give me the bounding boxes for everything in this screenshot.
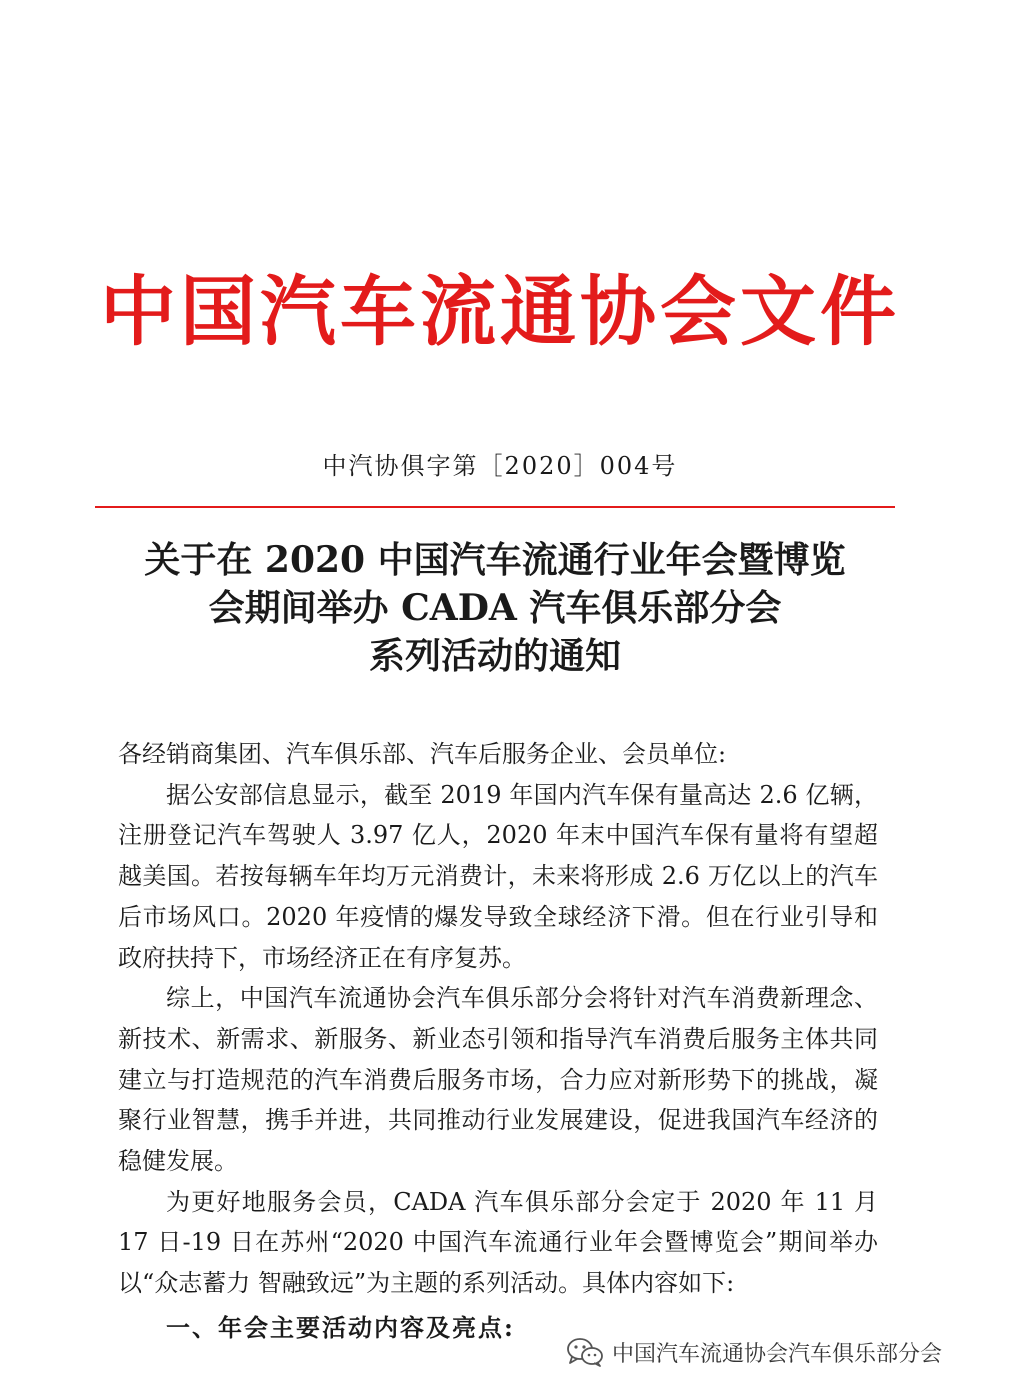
paragraph-vehicle-statistics: 据公安部信息显示，截至 2019 年国内汽车保有量高达 2.6 亿辆，注册登记汽车驾驶人 3.97 亿人，2020 年末中国汽车保有量将有望超越美国。若按每辆车年均万元消费计，未来将形成 2.6 万亿以上的汽车后市场风口。2020 年疫情的爆发导致全球经济下滑。但在行业引导和政府扶持下，市场经济正在有序复苏。	[118, 780, 878, 972]
wechat-icon	[566, 1336, 604, 1368]
notice-body	[118, 734, 878, 1349]
document-number: 中汽协俱字第［2020］004号	[322, 452, 678, 480]
paragraph-club-branch-mission: 综上，中国汽车流通协会汽车俱乐部分会将针对汽车消费新理念、新技术、新需求、新服务、新业态引领和指导汽车消费后服务主体共同建立与打造规范的汽车消费后服务市场，合力应对新形势下的挑战，凝聚行业智慧，携手并进，共同推动行业发展建设，促进我国汽车经济的稳健发展。	[118, 984, 878, 1176]
paragraph-event-arrangement: 为更好地服务会员，CADA 汽车俱乐部分会定于 2020 年 11 月 17 日-19 日在苏州“2020 中国汽车流通行业年会暨博览会”期间举办以“众志蓄力 智融致远”为主题的系列活动。具体内容如下:	[118, 1187, 878, 1298]
document-header-title: 中国汽车流通协会文件	[100, 267, 900, 356]
notice-title-line-2: 会期间举办 CADA 汽车俱乐部分会	[208, 587, 782, 629]
salutation: 各经销商集团、汽车俱乐部、汽车后服务企业、会员单位:	[118, 740, 727, 768]
wechat-account-watermark	[566, 1328, 942, 1376]
notice-title-line-1: 关于在 2020 中国汽车流通行业年会暨博览	[144, 539, 846, 581]
notice-title-line-3: 系列活动的通知	[368, 635, 621, 677]
wechat-account-name: 中国汽车流通协会汽车俱乐部分会	[612, 1341, 943, 1367]
red-divider-line	[95, 506, 895, 508]
section-heading-main-activities: 一、年会主要活动内容及亮点:	[166, 1312, 515, 1342]
notice-title	[60, 536, 930, 680]
